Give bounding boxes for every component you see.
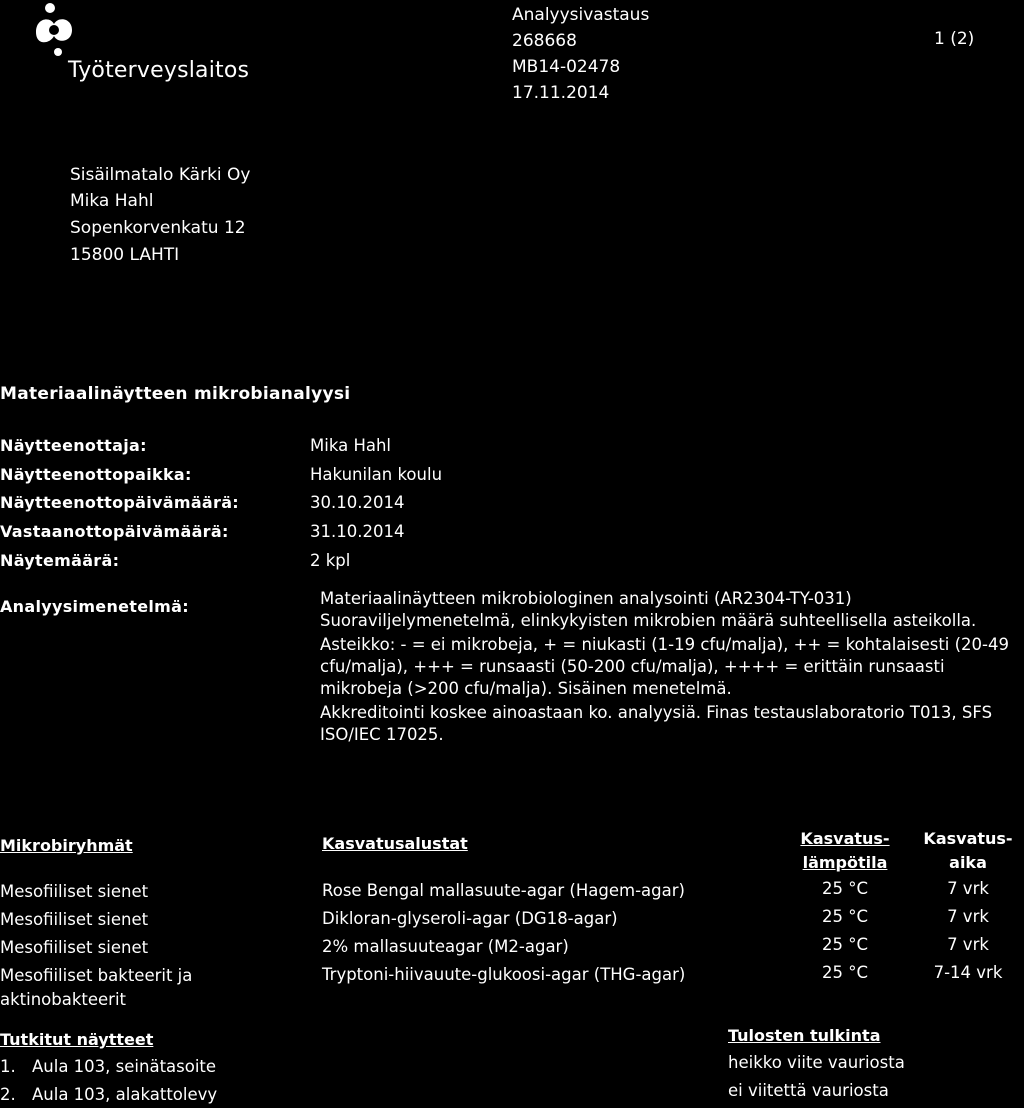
field-label-location: Näytteenottopaikka: bbox=[0, 465, 192, 484]
row-3-medium: 2% mallasuuteagar (M2-agar) bbox=[322, 937, 569, 956]
results-heading: Tulosten tulkinta bbox=[728, 1026, 881, 1045]
field-value-sampler: Mika Hahl bbox=[310, 436, 392, 455]
logo-icon bbox=[28, 2, 80, 58]
result-1: heikko viite vauriosta bbox=[728, 1053, 905, 1072]
field-value-location: Hakunilan koulu bbox=[310, 465, 443, 484]
report-number: 268668 bbox=[512, 31, 577, 51]
accreditation-paragraph: Akkreditointi koskee ainoastaan ko. analyysiä. Finas testauslaboratorio T013, SFS ISO/IEC 17025. bbox=[320, 703, 993, 744]
sample-2-number: 2. bbox=[0, 1085, 16, 1104]
sample-2-text: Aula 103, alakattolevy bbox=[32, 1085, 218, 1104]
sample-1-text: Aula 103, seinätasoite bbox=[32, 1057, 217, 1076]
row-4-temperature: 25 °C bbox=[821, 963, 868, 982]
row-1-microbe: Mesofiiliset sienet bbox=[0, 882, 149, 901]
reference-code: MB14-02478 bbox=[512, 57, 621, 77]
row-1-temperature: 25 °C bbox=[821, 879, 868, 898]
row-1-time: 7 vrk bbox=[947, 879, 989, 898]
method-description bbox=[320, 588, 1010, 748]
field-value-sampling-date: 30.10.2014 bbox=[310, 493, 405, 512]
header-time-1: Kasvatus- bbox=[923, 829, 1013, 848]
header-microbe-group: Mikrobiryhmät bbox=[0, 836, 133, 855]
header-time-2: aika bbox=[949, 853, 987, 872]
report-date: 17.11.2014 bbox=[512, 83, 610, 103]
address-postal: 15800 LAHTI bbox=[70, 245, 180, 265]
address-street: Sopenkorvenkatu 12 bbox=[70, 218, 246, 238]
method-paragraph: Materiaalinäytteen mikrobiologinen analysointi (AR2304-TY-031) Suoraviljelymenetelmä, elinkykyisten mikrobien määrä suhteellisella asteikolla. bbox=[320, 589, 977, 630]
field-value-sample-count: 2 kpl bbox=[310, 551, 351, 570]
page-title: Materiaalinäytteen mikrobianalyysi bbox=[0, 384, 351, 404]
header-temperature-2: lämpötila bbox=[802, 853, 888, 872]
row-4-microbe-cont: aktinobakteerit bbox=[0, 990, 127, 1009]
header-growth-media: Kasvatusalustat bbox=[322, 834, 468, 853]
row-3-temperature: 25 °C bbox=[821, 935, 868, 954]
row-1-medium: Rose Bengal mallasuute-agar (Hagem-agar) bbox=[322, 881, 685, 900]
row-2-microbe: Mesofiiliset sienet bbox=[0, 910, 149, 929]
row-4-time: 7-14 vrk bbox=[933, 963, 1003, 982]
row-2-medium: Dikloran-glyseroli-agar (DG18-agar) bbox=[322, 909, 618, 928]
address-company: Sisäilmatalo Kärki Oy bbox=[70, 165, 251, 185]
field-label-received-date: Vastaanottopäivämäärä: bbox=[0, 522, 229, 541]
result-2: ei viitettä vauriosta bbox=[728, 1081, 889, 1100]
field-value-received-date: 31.10.2014 bbox=[310, 522, 405, 541]
row-2-temperature: 25 °C bbox=[821, 907, 868, 926]
row-3-time: 7 vrk bbox=[947, 935, 989, 954]
field-label-sampler: Näytteenottaja: bbox=[0, 436, 147, 455]
page-number: 1 (2) bbox=[934, 29, 975, 49]
field-label-sampling-date: Näytteenottopäivämäärä: bbox=[0, 493, 240, 512]
scale-paragraph: Asteikko: - = ei mikrobeja, + = niukasti (1-19 cfu/malja), ++ = kohtalaisesti (20-49 cfu/malja), +++ = runsaasti (50-200 cfu/malja), ++++ = erittäin runsaasti mikrobeja (>200 cfu/malja). Sisäinen menetelmä. bbox=[320, 635, 1009, 698]
sample-1-number: 1. bbox=[0, 1057, 16, 1076]
header-temperature-1: Kasvatus- bbox=[800, 829, 890, 848]
field-label-sample-count: Näytemäärä: bbox=[0, 551, 120, 570]
row-4-microbe: Mesofiiliset bakteerit ja bbox=[0, 966, 193, 985]
row-2-time: 7 vrk bbox=[947, 907, 989, 926]
logo-text: Työterveyslaitos bbox=[68, 58, 250, 83]
row-4-medium: Tryptoni-hiivauute-glukoosi-agar (THG-agar) bbox=[322, 965, 686, 984]
row-3-microbe: Mesofiiliset sienet bbox=[0, 938, 149, 957]
doc-type: Analyysivastaus bbox=[512, 5, 650, 25]
address-person: Mika Hahl bbox=[70, 191, 154, 211]
samples-heading: Tutkitut näytteet bbox=[0, 1030, 154, 1049]
method-label: Analyysimenetelmä: bbox=[0, 597, 189, 616]
